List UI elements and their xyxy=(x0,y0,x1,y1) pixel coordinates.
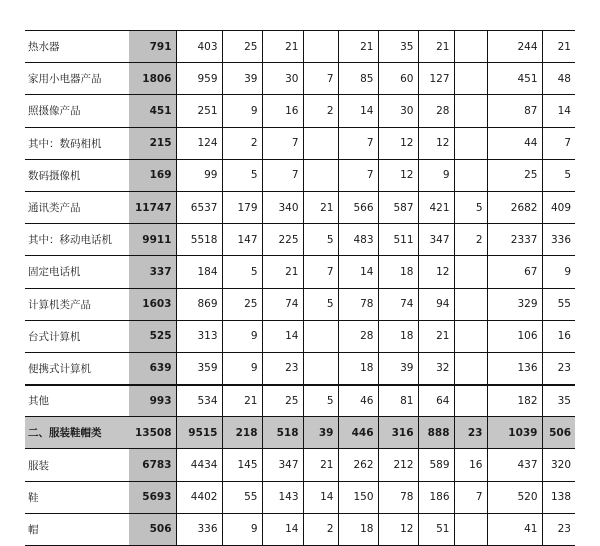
value-cell xyxy=(303,352,338,384)
value-cell: 218 xyxy=(222,417,262,449)
value-cell: 21 xyxy=(262,31,303,63)
row-label: 帽 xyxy=(25,513,129,545)
value-cell: 21 xyxy=(262,256,303,288)
value-cell: 320 xyxy=(542,449,575,481)
value-cell: 262 xyxy=(338,449,378,481)
value-cell: 28 xyxy=(418,95,454,127)
value-cell xyxy=(454,513,487,545)
value-cell xyxy=(454,320,487,352)
value-cell: 7 xyxy=(338,127,378,159)
total-cell: 13508 xyxy=(129,417,176,449)
row-label: 热水器 xyxy=(25,31,129,63)
value-cell: 5 xyxy=(303,224,338,256)
value-cell: 64 xyxy=(418,385,454,417)
value-cell: 94 xyxy=(418,288,454,320)
value-cell xyxy=(303,127,338,159)
value-cell: 78 xyxy=(378,481,418,513)
value-cell: 7 xyxy=(262,127,303,159)
value-cell: 409 xyxy=(542,191,575,223)
value-cell: 347 xyxy=(418,224,454,256)
value-cell: 2 xyxy=(303,513,338,545)
value-cell: 959 xyxy=(176,63,222,95)
value-cell: 16 xyxy=(454,449,487,481)
value-cell: 35 xyxy=(378,31,418,63)
row-label: 家用小电器产品 xyxy=(25,63,129,95)
table-row xyxy=(25,449,575,481)
value-cell: 145 xyxy=(222,449,262,481)
value-cell: 7 xyxy=(454,481,487,513)
table-row xyxy=(25,63,575,95)
row-label: 固定电话机 xyxy=(25,256,129,288)
value-cell: 7 xyxy=(303,256,338,288)
total-cell: 6783 xyxy=(129,449,176,481)
value-cell: 25 xyxy=(487,159,542,191)
value-cell: 4434 xyxy=(176,449,222,481)
table-row xyxy=(25,417,575,449)
value-cell: 451 xyxy=(487,63,542,95)
statistics-table xyxy=(25,30,575,546)
value-cell: 51 xyxy=(418,513,454,545)
value-cell: 32 xyxy=(418,352,454,384)
value-cell: 14 xyxy=(338,95,378,127)
total-cell: 506 xyxy=(129,513,176,545)
value-cell: 534 xyxy=(176,385,222,417)
row-label: 便携式计算机 xyxy=(25,352,129,384)
value-cell: 329 xyxy=(487,288,542,320)
value-cell: 18 xyxy=(338,352,378,384)
value-cell: 6537 xyxy=(176,191,222,223)
total-cell: 337 xyxy=(129,256,176,288)
value-cell: 5 xyxy=(303,288,338,320)
total-cell: 169 xyxy=(129,159,176,191)
row-label: 其中：数码相机 xyxy=(25,127,129,159)
table-row xyxy=(25,288,575,320)
value-cell: 55 xyxy=(222,481,262,513)
value-cell: 14 xyxy=(338,256,378,288)
total-cell: 1603 xyxy=(129,288,176,320)
row-label: 服装 xyxy=(25,449,129,481)
value-cell: 2 xyxy=(454,224,487,256)
value-cell: 336 xyxy=(176,513,222,545)
value-cell: 316 xyxy=(378,417,418,449)
table-row xyxy=(25,31,575,63)
value-cell: 30 xyxy=(262,63,303,95)
table-row xyxy=(25,320,575,352)
value-cell: 25 xyxy=(222,288,262,320)
value-cell: 520 xyxy=(487,481,542,513)
value-cell: 67 xyxy=(487,256,542,288)
value-cell: 7 xyxy=(303,63,338,95)
value-cell: 21 xyxy=(338,31,378,63)
value-cell: 21 xyxy=(542,31,575,63)
value-cell: 16 xyxy=(542,320,575,352)
value-cell: 518 xyxy=(262,417,303,449)
value-cell: 336 xyxy=(542,224,575,256)
total-cell: 525 xyxy=(129,320,176,352)
value-cell: 7 xyxy=(338,159,378,191)
value-cell xyxy=(454,95,487,127)
value-cell: 2 xyxy=(303,95,338,127)
table-row xyxy=(25,385,575,417)
value-cell: 2337 xyxy=(487,224,542,256)
value-cell: 587 xyxy=(378,191,418,223)
value-cell: 124 xyxy=(176,127,222,159)
row-label: 其他 xyxy=(25,385,129,417)
row-label: 二、服装鞋帽类 xyxy=(25,417,129,449)
value-cell: 2682 xyxy=(487,191,542,223)
value-cell: 403 xyxy=(176,31,222,63)
value-cell: 46 xyxy=(338,385,378,417)
value-cell: 340 xyxy=(262,191,303,223)
value-cell: 12 xyxy=(378,513,418,545)
value-cell: 182 xyxy=(487,385,542,417)
value-cell xyxy=(454,352,487,384)
value-cell: 25 xyxy=(222,31,262,63)
row-label: 通讯类产品 xyxy=(25,191,129,223)
total-cell: 215 xyxy=(129,127,176,159)
value-cell: 23 xyxy=(542,352,575,384)
value-cell: 23 xyxy=(542,513,575,545)
value-cell: 483 xyxy=(338,224,378,256)
row-label: 台式计算机 xyxy=(25,320,129,352)
value-cell: 14 xyxy=(303,481,338,513)
value-cell: 186 xyxy=(418,481,454,513)
value-cell: 12 xyxy=(378,127,418,159)
value-cell: 12 xyxy=(378,159,418,191)
value-cell: 421 xyxy=(418,191,454,223)
value-cell: 16 xyxy=(262,95,303,127)
value-cell: 347 xyxy=(262,449,303,481)
table-row xyxy=(25,352,575,384)
value-cell: 136 xyxy=(487,352,542,384)
value-cell: 7 xyxy=(262,159,303,191)
value-cell: 5 xyxy=(222,159,262,191)
value-cell: 251 xyxy=(176,95,222,127)
total-cell: 1806 xyxy=(129,63,176,95)
value-cell: 9 xyxy=(222,95,262,127)
value-cell: 35 xyxy=(542,385,575,417)
value-cell: 244 xyxy=(487,31,542,63)
value-cell xyxy=(454,31,487,63)
value-cell: 14 xyxy=(542,95,575,127)
value-cell: 14 xyxy=(262,513,303,545)
value-cell: 869 xyxy=(176,288,222,320)
value-cell: 138 xyxy=(542,481,575,513)
value-cell: 147 xyxy=(222,224,262,256)
value-cell: 44 xyxy=(487,127,542,159)
value-cell: 12 xyxy=(418,256,454,288)
total-cell: 9911 xyxy=(129,224,176,256)
value-cell: 313 xyxy=(176,320,222,352)
value-cell: 23 xyxy=(454,417,487,449)
value-cell: 127 xyxy=(418,63,454,95)
value-cell: 48 xyxy=(542,63,575,95)
value-cell: 888 xyxy=(418,417,454,449)
value-cell: 5 xyxy=(303,385,338,417)
value-cell: 9 xyxy=(222,320,262,352)
value-cell: 9 xyxy=(222,352,262,384)
value-cell: 21 xyxy=(222,385,262,417)
value-cell: 7 xyxy=(542,127,575,159)
value-cell: 55 xyxy=(542,288,575,320)
value-cell: 9 xyxy=(542,256,575,288)
value-cell: 39 xyxy=(222,63,262,95)
value-cell: 41 xyxy=(487,513,542,545)
value-cell xyxy=(454,288,487,320)
table-row xyxy=(25,224,575,256)
table-body xyxy=(25,31,575,546)
value-cell xyxy=(454,256,487,288)
value-cell: 60 xyxy=(378,63,418,95)
value-cell: 9 xyxy=(418,159,454,191)
row-label: 其中：移动电话机 xyxy=(25,224,129,256)
total-cell: 791 xyxy=(129,31,176,63)
value-cell: 179 xyxy=(222,191,262,223)
value-cell: 21 xyxy=(303,449,338,481)
value-cell: 39 xyxy=(378,352,418,384)
table-row xyxy=(25,481,575,513)
value-cell: 1039 xyxy=(487,417,542,449)
value-cell: 566 xyxy=(338,191,378,223)
value-cell: 446 xyxy=(338,417,378,449)
value-cell: 23 xyxy=(262,352,303,384)
total-cell: 5693 xyxy=(129,481,176,513)
table-row xyxy=(25,159,575,191)
value-cell: 21 xyxy=(303,191,338,223)
value-cell: 589 xyxy=(418,449,454,481)
value-cell xyxy=(454,63,487,95)
row-label: 鞋 xyxy=(25,481,129,513)
value-cell: 99 xyxy=(176,159,222,191)
table-row xyxy=(25,95,575,127)
value-cell: 212 xyxy=(378,449,418,481)
value-cell: 18 xyxy=(378,320,418,352)
value-cell xyxy=(454,159,487,191)
value-cell xyxy=(454,385,487,417)
value-cell: 511 xyxy=(378,224,418,256)
value-cell: 14 xyxy=(262,320,303,352)
value-cell: 39 xyxy=(303,417,338,449)
value-cell: 359 xyxy=(176,352,222,384)
value-cell: 4402 xyxy=(176,481,222,513)
table-row xyxy=(25,513,575,545)
value-cell: 150 xyxy=(338,481,378,513)
value-cell: 5 xyxy=(542,159,575,191)
table-row xyxy=(25,127,575,159)
table-row xyxy=(25,191,575,223)
value-cell: 143 xyxy=(262,481,303,513)
value-cell: 21 xyxy=(418,31,454,63)
value-cell xyxy=(303,320,338,352)
value-cell xyxy=(303,31,338,63)
value-cell: 28 xyxy=(338,320,378,352)
value-cell: 225 xyxy=(262,224,303,256)
row-label: 数码摄像机 xyxy=(25,159,129,191)
row-label: 计算机类产品 xyxy=(25,288,129,320)
row-label: 照摄像产品 xyxy=(25,95,129,127)
value-cell xyxy=(303,159,338,191)
value-cell: 30 xyxy=(378,95,418,127)
total-cell: 11747 xyxy=(129,191,176,223)
value-cell: 18 xyxy=(378,256,418,288)
value-cell: 21 xyxy=(418,320,454,352)
value-cell: 106 xyxy=(487,320,542,352)
value-cell: 5 xyxy=(222,256,262,288)
value-cell: 184 xyxy=(176,256,222,288)
value-cell: 74 xyxy=(262,288,303,320)
value-cell: 25 xyxy=(262,385,303,417)
value-cell: 9515 xyxy=(176,417,222,449)
value-cell: 78 xyxy=(338,288,378,320)
total-cell: 451 xyxy=(129,95,176,127)
value-cell: 437 xyxy=(487,449,542,481)
value-cell: 5 xyxy=(454,191,487,223)
value-cell: 5518 xyxy=(176,224,222,256)
total-cell: 639 xyxy=(129,352,176,384)
value-cell: 74 xyxy=(378,288,418,320)
value-cell xyxy=(454,127,487,159)
value-cell: 18 xyxy=(338,513,378,545)
total-cell: 993 xyxy=(129,385,176,417)
value-cell: 9 xyxy=(222,513,262,545)
table-row xyxy=(25,256,575,288)
value-cell: 506 xyxy=(542,417,575,449)
value-cell: 87 xyxy=(487,95,542,127)
value-cell: 12 xyxy=(418,127,454,159)
value-cell: 81 xyxy=(378,385,418,417)
value-cell: 85 xyxy=(338,63,378,95)
value-cell: 2 xyxy=(222,127,262,159)
